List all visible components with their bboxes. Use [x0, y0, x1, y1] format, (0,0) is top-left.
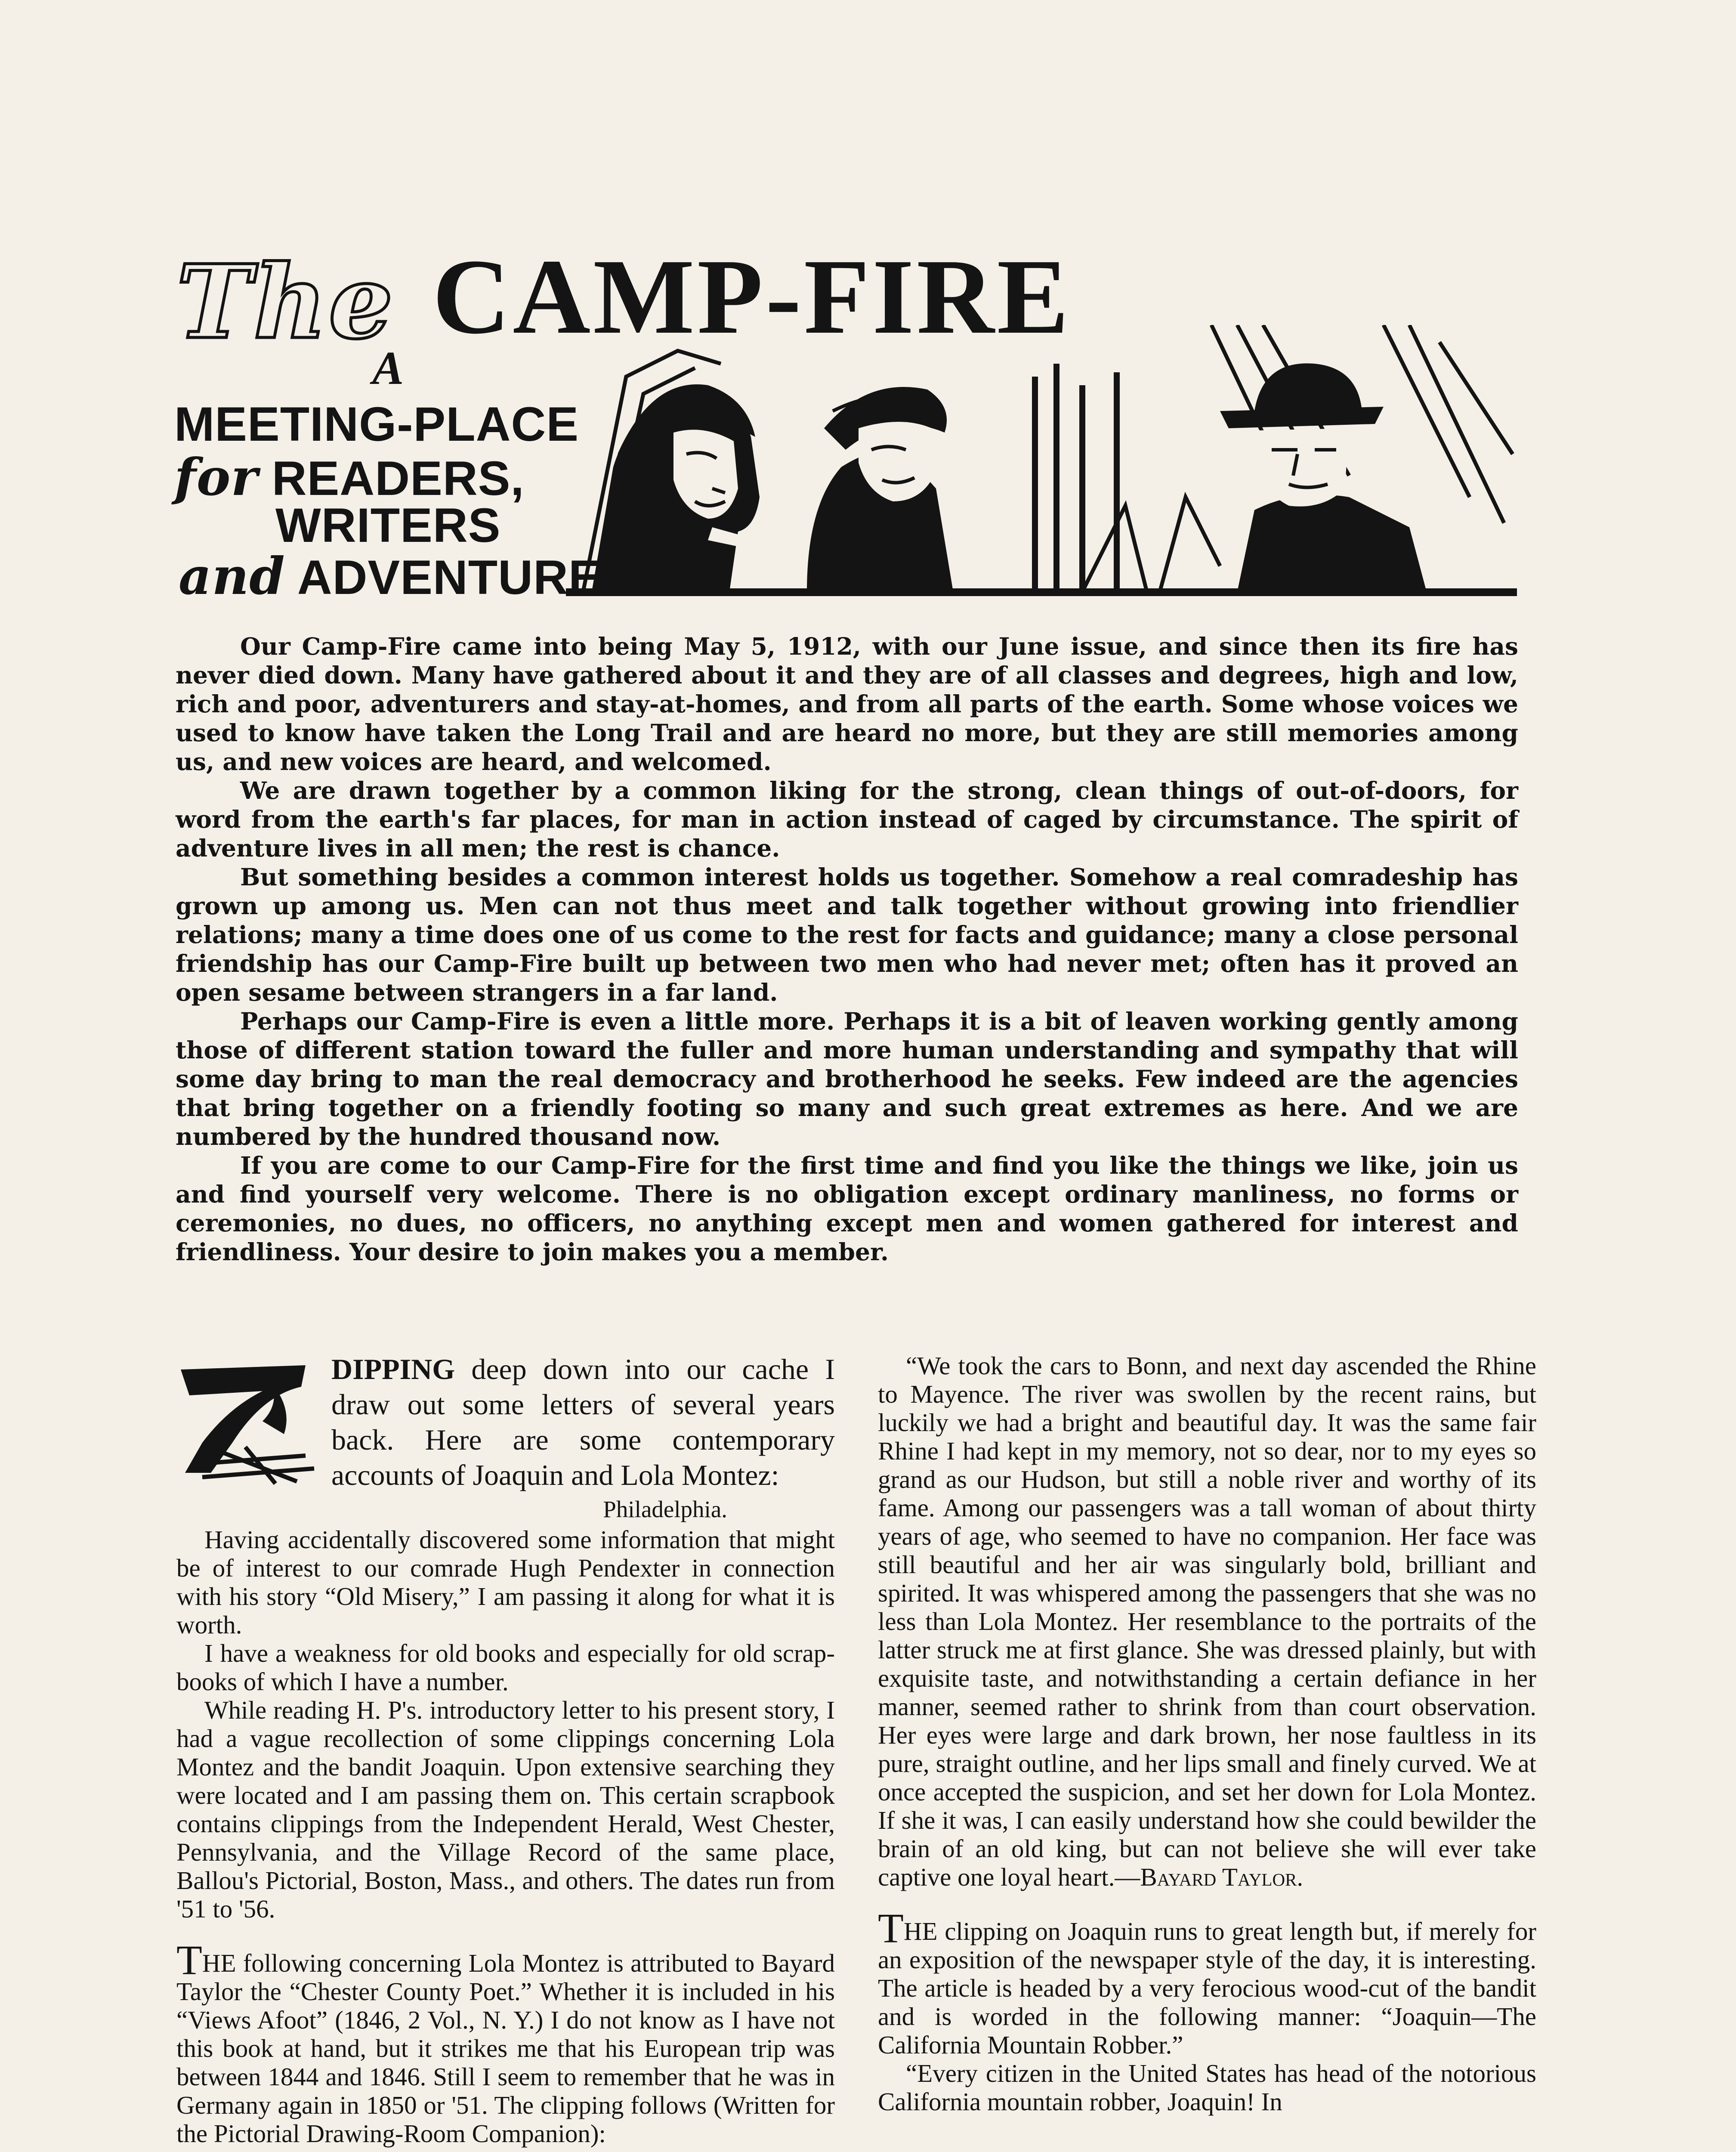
intro-paragraph: If you are come to our Camp-Fire for the first time and find you like the things we like, join us and find yourself very welcome. There is no obligation except ordinary manliness, no forms or ceremonies, no dues, no officers, no anything except men and women gathered for interest and friendliness. Your desire to join makes you a member.	[176, 1151, 1518, 1266]
intro-paragraph: Perhaps our Camp-Fire is even a little more. Perhaps it is a bit of leaven working gently among those of different station toward the fuller and more human understanding and sympathy that will some day bring to man the real democracy and brotherhood he seeks. Few indeed are the agencies that bring together on a friendly footing so many and such great extremes as here. And we are numbered by the hundred thousand now.	[176, 1007, 1518, 1150]
joaquin-quote: “Every citizen in the United States has head of the notorious California mountain robber, Joaquin! In	[878, 2059, 1536, 2116]
clipping-signature: Bayard Taylor.	[1140, 1863, 1304, 1891]
letter-paragraph: While reading H. P's. introductory letter to his present story, I had a vague recollection of some clippings concerning Lola Montez and the bandit Joaquin. Upon extensive searching they were located and I am passing them on. This certain scrapbook contains clippings from the Independent Herald, West Chester, Pennsylvania, and the Village Record of the same place, Ballou's Pictorial, Boston, Mass., and others. The dates run from '51 to '56.	[176, 1696, 835, 1923]
lola-montez-paragraph	[176, 1937, 835, 2148]
masthead-the: The	[176, 243, 395, 362]
right-column	[878, 1351, 1536, 2116]
lead-rest: deep down into our cache I draw out some letters of several years back. Here are some contemporary accounts of Joaquin and Lola Montez:	[331, 1353, 835, 1491]
letter-paragraph: Having accidentally discovered some information that might be of interest to our comrade Hugh Pendexter in connection with his story “Old Misery,” I am passing it along for what it is worth.	[176, 1525, 835, 1639]
dateline: Philadelphia.	[603, 1496, 727, 1522]
clipping-paragraph	[878, 1351, 1536, 1891]
masthead-line3: WRITERS	[275, 498, 501, 552]
masthead-line4: ADVENTURERS	[297, 550, 669, 604]
intro-block	[176, 632, 1518, 1266]
masthead-and: and	[179, 546, 285, 606]
masthead-title: CAMP-FIRE	[432, 237, 1072, 356]
letter-paragraph: I have a weakness for old books and especially for old scrap-books of which I have a number.	[176, 1639, 835, 1696]
masthead-line1: MEETING-PLACE	[174, 397, 579, 451]
initial-capital: T	[878, 1905, 904, 1952]
camp-fire-masthead	[170, 235, 1517, 606]
masthead-for: for	[174, 447, 258, 507]
masthead-line2: READERS,	[272, 451, 525, 505]
masthead-line2-wrap	[174, 447, 525, 507]
intro-paragraph: Our Camp-Fire came into being May 5, 1912, with our June issue, and since then its fire has never died down. Many have gathered about it and they are of all classes and degrees, high and low, rich and poor, adventurers and stay-at-homes, and from all parts of the earth. Some whose voices we used to know have taken the Long Trail and are heard no more, but they are still memories among us, and new voices are heard, and welcomed.	[176, 632, 1518, 776]
intro-paragraph: We are drawn together by a common liking for the strong, clean things of out-of-doors, for word from the earth's far places, for man in action instead of caged by circumstance. The spirit of adventure lives in all men; the rest is chance.	[176, 776, 1518, 862]
joaquin-paragraph	[878, 1905, 1536, 2059]
joaquin-text: HE clipping on Joaquin runs to great length but, if merely for an exposition of the newspaper style of the day, it is interesting. The article is headed by a very ferocious wood-cut of the bandit and is worded in the following manner: “Joaquin—The California Mountain Robber.”	[878, 1917, 1536, 2059]
lead-bold-word: DIPPING	[331, 1353, 455, 1385]
initial-capital: T	[176, 1937, 202, 1984]
left-column	[176, 1351, 835, 2148]
lola-montez-text: HE following concerning Lola Montez is attributed to Bayard Taylor the “Chester County Poet.” Whether it is included in his “Views Afoot” (1846, 2 Vol., N. Y.) I do not know as I have not this book at hand, but it strikes me that his European trip was between 1844 and 1846. Still I seem to remember that he was in Germany again in 1850 or '51. The clipping follows (Written for the Pictorial Drawing-Room Companion):	[176, 1949, 835, 2148]
section-gap	[878, 1891, 1536, 1917]
intro-paragraph: But something besides a common interest holds us together. Somehow a real comradeship has grown up among us. Men can not thus meet and talk together without growing into friendlier relations; many a time does one of us come to the rest for facts and guidance; many a close personal friendship has our Camp-Fire built up between two men who had never met; often has it proved an open sesame between strangers in a far land.	[176, 863, 1518, 1006]
dropcap-z-icon	[176, 1357, 318, 1486]
masthead-line4-wrap	[179, 546, 669, 606]
section-gap	[176, 1923, 835, 1949]
campfire-illustration	[566, 325, 1517, 596]
masthead-a: A	[372, 342, 404, 394]
lead-section	[176, 1351, 835, 1493]
clipping-text: “We took the cars to Bonn, and next day ascended the Rhine to Mayence. The river was swollen by the recent rains, but luckily we had a bright and beautiful day. It was the same fair Rhine I had kept in my memory, not so dear, nor to my eyes so grand as our Hudson, but still a noble river and worthy of its fame. Among our passengers was a tall woman of about thirty years of age, who seemed to have no companion. Her face was still beautiful and her air was singularly bold, brilliant and spirited. It was whispered among the passengers that she was no less than Lola Montez. Her resemblance to the portraits of the latter struck me at first glance. She was dressed plainly, but with exquisite taste, and notwithstanding a certain defiance in her manner, seemed rather to shrink from than court observation. Her eyes were large and dark brown, her nose faultless in its pure, straight outline, and her lips small and finely curved. We at once accepted the suspicion, and set her down for Lola Montez. If she it was, I can easily understand how she could bewilder the brain of an old king, but can not believe she will ever take captive one loyal heart.—	[878, 1351, 1536, 1891]
